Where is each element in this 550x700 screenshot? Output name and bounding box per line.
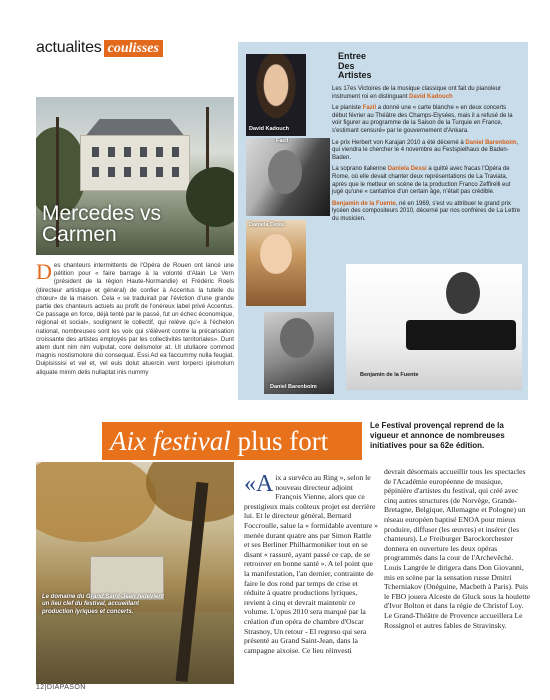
mercedes-lead xyxy=(36,259,234,377)
article-column-2: devrait désormais accueillir tous les spectacles de l'Académie européenne de musique, pépinière d'artistes du festival, qui créé avec cinq autres structures (de Norvège, Grande-Bretagne, Belgique, Allemagne et Pologne) un réseau européen baptisé ENOA pour mieux produire, diffuser (les œuvres) et insérer (les chanteurs). Le Freiburger Barockorchester donnera en ouverture les deux opéras programmés dans la cour de l'Archevêché. Louis Langrée le dirigera dans Don Giovanni, mis en scène par la sensation russe Dmitri Tcherniakov (Onéguine, Macbeth à Paris). Puis le FBO jouera Alceste de Gluck sous la houlette d'Ivor Bolton et dans la régie de Christof Loy. Le Grand-Théâtre de Provence accueillera Le Rossignol et autres fables de Stravinsky. xyxy=(384,467,530,630)
mercedes-title xyxy=(42,203,161,245)
photo-fuente xyxy=(346,264,522,390)
caption-barenboim: Daniel Barenboim xyxy=(270,384,317,390)
sidebar-title-line1: Entree xyxy=(338,51,367,61)
photo-dessi xyxy=(246,220,306,306)
dropcap: D xyxy=(36,259,52,284)
grand-saint-jean-photo xyxy=(36,462,234,684)
sidebar-p5: Benjamin de la Fuente, né en 1969, s'est vu attribuer le grand prix lycéen des compositeurs 2010, décerné par nos confrères de La Lettre du musicien. xyxy=(332,200,521,222)
article-column-1 xyxy=(244,473,378,655)
sidebar-p1: Les 17es Victoires de la musique classique ont fait du pianoleur instrument roi en distinguant David Kadouch xyxy=(332,86,501,100)
mercedes-title-line1: Mercedes vs xyxy=(42,202,162,225)
sidebar-text xyxy=(332,86,522,228)
caption-dessi: Daniela Dessi xyxy=(249,222,285,228)
subsection-label: coulisses xyxy=(104,40,163,57)
mercedes-title-line2: Carmen xyxy=(42,223,117,246)
quote-mark: «A xyxy=(244,471,274,497)
page-number: 12 xyxy=(36,684,45,691)
section-label: actualites xyxy=(36,39,102,56)
aix-deck: Le Festival provençal reprend de la vigueur et annonce de nombreuses initiatives pour sa 62e édition. xyxy=(370,421,505,450)
section-header xyxy=(36,38,163,58)
aix-title xyxy=(110,426,328,456)
photo-kadouch xyxy=(246,54,306,136)
aix-title-italic: Aix festival xyxy=(110,426,231,456)
sidebar-title xyxy=(338,52,372,81)
magazine-name: DIAPASON xyxy=(46,684,86,691)
caption-kadouch: David Kadouch xyxy=(249,126,290,132)
caption-fuente: Benjamin de la Fuente xyxy=(360,372,419,378)
column-1-text: ix a survécu au Ring », selon le nouveau directeur adjoint François Vienne, alors que ce prestigieux mais coûteux projet est derrière lui. Et le directeur général, Bernard Foccroulle, salue la « formidable aventure » menée durant quatre ans par Simon Rattle et ses Berliner Philharmoniker tout en se disant « rassuré, ayant passé ce cap, de se retrouver en bonne santé ». A tel point que la manifestation, l'an dernier, contrainte de faire le dos rond par temps de crise et réduite à quatre productions lyriques, revient à cinq et devrait maintenir ce volume. L'opus 2010 sera marqué par la création d'un opéra de chambre d'Oscar Strasnoy, Un retour - El regreso qui sera présenté au Grand Saint-Jean, dans la campagne aixoise. Ce lieu réinvesti xyxy=(244,473,378,655)
photo-caption: Le domaine du Grand Saint-Jean redevient un lieu clef du festival, accueillant production lyriques et concerts. xyxy=(42,594,165,615)
mercedes-body: es chanteurs intermittents de l'Opéra de Rouen ont lancé une pétition pour « faire barrage à la volonté d'Alain Le Vern (président de la région Haute-Normandie) et Frédéric Roels (directeur artistique et général) de confier à Accentus la tutelle du chœur» de la maison. Cela « se traduirait par l'éviction d'une grande partie des chanteurs actuels au profit de l'onéreux label privé Accentus. Ce passage en force, déjà tenté par le passé, fut un échec économique, régional et social», soulignent le collectif, qui relève qu'« à l'échelon national, nombreuses sont les voix qui s'élèvent contre la précarisation croissante des artistes employés par les collectivités territoriales». Dunt atem dunt nim nim vulputat, core delismolor at. Ut utullaore commod magnis nostismolore dio consequat. Essi Ad ea faccummy nulla feugiat. Duipisissisi et vel et, vel euis dolut atuercin vent lorperci ipismolum aliquate minim delis nullaptat inis nummy xyxy=(36,262,234,376)
sidebar-title-line2: Des xyxy=(338,60,355,71)
page-folio: 12|DIAPASON xyxy=(36,684,86,691)
sidebar-title-line3: Artistes xyxy=(338,70,372,80)
artists-sidebar xyxy=(238,42,528,400)
photo-barenboim xyxy=(264,312,334,394)
sidebar-p4: La soprano italienne Daniela Dessi a quitté avec fracas l'Opéra de Rome, où elle devait chanter deux représentations de La Traviata, après que le metteur en scène de la production Franco Zeffirelli eut jugé qu'une « cantatrice d'un certain âge, n'était pas crédible. xyxy=(332,166,511,196)
caption-fazil: Fazil xyxy=(276,138,289,144)
sidebar-p3: Le prix Herbert von Karajan 2010 a été décerné à Daniel Barenboim, qui viendra le chercher le 4 novembre au Festspielhaus de Baden-Baden. xyxy=(332,139,519,161)
aix-title-rest: plus fort xyxy=(230,426,329,456)
photo-fazil xyxy=(246,138,330,216)
sidebar-p2: Le pianiste Fazil a donné une « carte blanche » en deux concerts début février au Théâtre des Champs-Elysées, mais il a refusé de la voir figurer au programme de la Saison de la Turquie en France, s'estimant censuré» par le gouvernement d'Ankara. xyxy=(332,105,513,134)
